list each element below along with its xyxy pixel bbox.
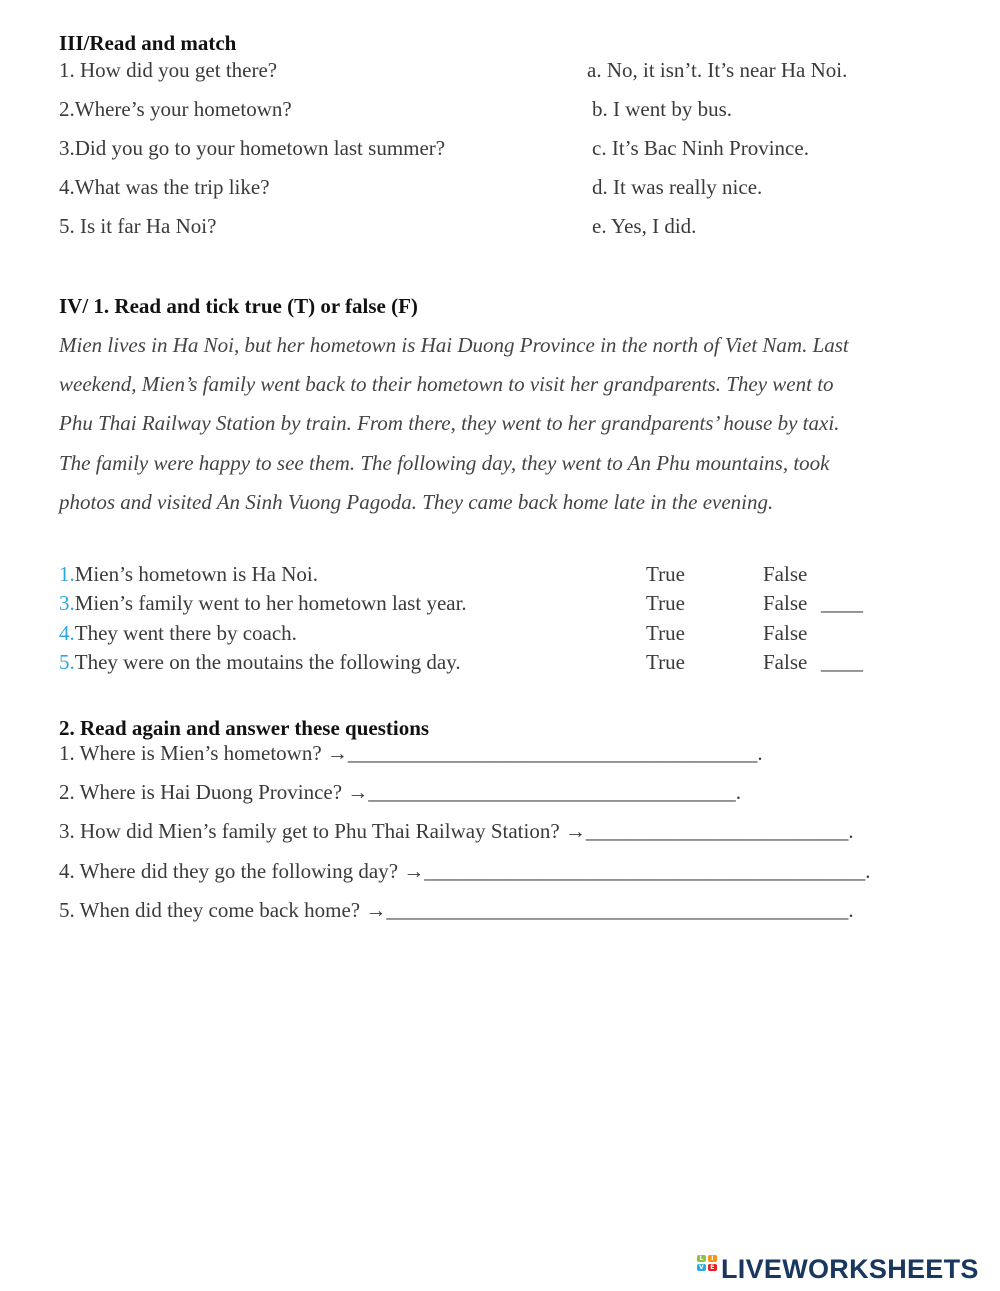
answer-blank[interactable]: _________________________.: [585, 819, 854, 843]
statement-row: [59, 621, 297, 646]
match-answer-e: e. Yes, I did.: [592, 214, 697, 238]
match-question-5: 5. Is it far Ha Noi?: [59, 214, 217, 238]
answer-blank[interactable]: __________________________________________.: [424, 859, 871, 883]
statement-text: They were on the moutains the following day.: [74, 650, 461, 674]
question-text: 1. Where is Mien’s hometown? →: [59, 741, 348, 765]
match-question-2: 2.Where’s your hometown?: [59, 97, 292, 121]
answer-blank[interactable]: ___________________________________.: [368, 780, 742, 804]
question-text: 5. When did they come back home? →: [59, 898, 387, 922]
answer-blank[interactable]: ____: [821, 591, 863, 615]
passage-line: Mien lives in Ha Noi, but her hometown is Hai Duong Province in the north of Viet Nam. Last: [59, 333, 849, 357]
false-option[interactable]: False: [763, 591, 808, 615]
false-option[interactable]: False: [763, 621, 808, 645]
passage-line: weekend, Mien’s family went back to their hometown to visit her grandparents. They went to: [59, 372, 834, 396]
passage-line: photos and visited An Sinh Vuong Pagoda. They came back home late in the evening.: [59, 490, 774, 514]
match-answer-c: c. It’s Bac Ninh Province.: [592, 136, 809, 160]
match-question-1: 1. How did you get there?: [59, 58, 278, 82]
statement-number: 1.: [59, 562, 75, 586]
statement-number: 3.: [59, 591, 75, 615]
match-heading: III/Read and match: [59, 31, 237, 55]
question-text: 4. Where did they go the following day? →: [59, 859, 425, 883]
answer-blank[interactable]: _______________________________________.: [347, 741, 763, 765]
answer-section-heading: 2. Read again and answer these questions: [59, 716, 430, 740]
match-answer-b: b. I went by bus.: [592, 97, 732, 121]
false-option[interactable]: False: [763, 650, 808, 674]
answer-question-3: [59, 819, 854, 844]
match-question-4: 4.What was the trip like?: [59, 175, 270, 199]
true-option[interactable]: True: [646, 591, 685, 615]
statement-row: [59, 591, 467, 616]
question-text: 2. Where is Hai Duong Province? →: [59, 780, 369, 804]
answer-question-2: [59, 780, 741, 805]
answer-question-1: [59, 741, 763, 766]
reading-heading: IV/ 1. Read and tick true (T) or false (F): [59, 294, 418, 318]
true-option[interactable]: True: [646, 650, 685, 674]
liveworksheets-logo: [697, 1254, 979, 1285]
answer-blank[interactable]: ____: [821, 650, 863, 674]
answer-question-4: [59, 859, 871, 884]
passage-line: Phu Thai Railway Station by train. From there, they went to her grandparents’ house by taxi.: [59, 411, 840, 435]
question-text: 3. How did Mien’s family get to Phu Thai Railway Station? →: [59, 819, 586, 843]
statement-text: They went there by coach.: [74, 621, 297, 645]
passage-line: The family were happy to see them. The following day, they went to An Phu mountains, took: [59, 451, 830, 475]
false-option[interactable]: False: [763, 562, 808, 586]
answer-question-5: [59, 898, 854, 923]
statement-number: 5.: [59, 650, 75, 674]
statement-number: 4.: [59, 621, 75, 645]
statement-text: Mien’s family went to her hometown last year.: [74, 591, 467, 615]
match-question-3: 3.Did you go to your hometown last summer?: [59, 136, 446, 160]
match-answer-a: a. No, it isn’t. It’s near Ha Noi.: [587, 58, 848, 82]
logo-text: LIVEWORKSHEETS: [721, 1254, 979, 1284]
true-option[interactable]: True: [646, 562, 685, 586]
logo-mark-letter: E: [708, 1264, 717, 1271]
logo-mark-letter: L: [697, 1255, 706, 1262]
match-answer-d: d. It was really nice.: [592, 175, 763, 199]
answer-blank[interactable]: ____________________________________________.: [386, 898, 854, 922]
statement-text: Mien’s hometown is Ha Noi.: [74, 562, 318, 586]
statement-row: [59, 650, 461, 675]
logo-mark-letter: V: [697, 1264, 706, 1271]
logo-mark-icon: [697, 1255, 719, 1281]
statement-row: [59, 562, 318, 587]
logo-mark-letter: I: [708, 1255, 717, 1262]
true-option[interactable]: True: [646, 621, 685, 645]
